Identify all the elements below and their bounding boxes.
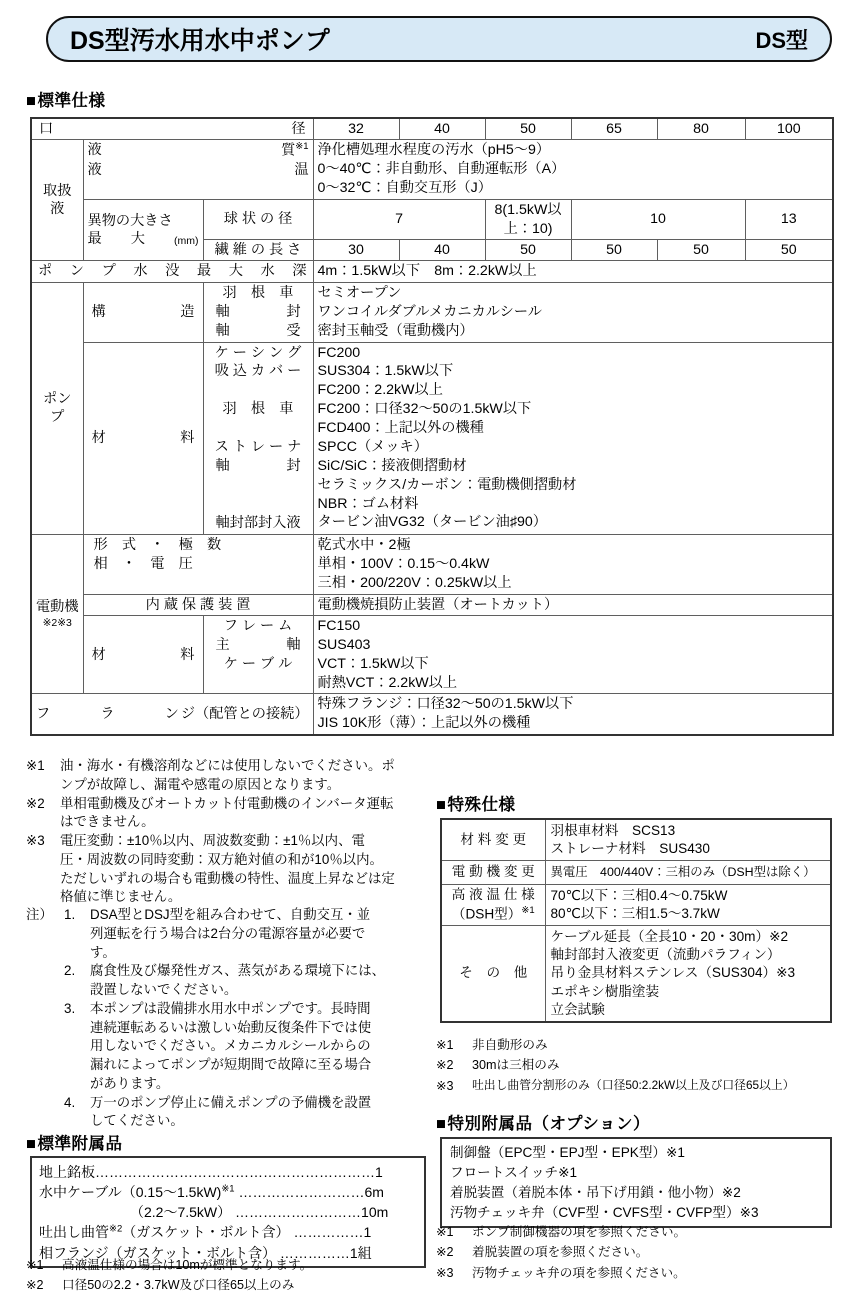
motor-type-value-3: 三相・200/220V：0.25kW以上: [317, 574, 512, 591]
footnote-3-line-3: ただしいずれの場合も電動機の特性、温度上昇などは定: [60, 870, 395, 886]
sp-row-hightemp: [441, 884, 831, 925]
pump-material-value-8: セラミックス/カーボン：電動機側摺動材: [317, 476, 577, 493]
motor-material-value-4: 耐熱VCT：2.2kW以上: [317, 674, 458, 691]
flange-label-cell: [31, 694, 313, 735]
footnote-2-line-2: はできません。: [60, 814, 155, 830]
sub-ch-3: プ: [101, 263, 116, 280]
standard-spec-table: [30, 117, 834, 736]
pump-structure-item-1: 羽 根 車: [222, 284, 294, 301]
motor-type-values-cell: [313, 534, 833, 594]
sp-label-other: そ の 他: [441, 926, 545, 1023]
footnote-1-line-1: 油・海水・有機溶剤などには使用しないでください。ポ: [60, 758, 395, 773]
pump-material-label-b: 料: [180, 429, 195, 446]
foreign-matter-label-cell: [83, 200, 203, 261]
opt-note-2-mark: ※2: [436, 1245, 454, 1260]
footnote-1-body: [60, 757, 424, 795]
sp-note-1-mark: ※1: [436, 1038, 454, 1052]
opt-note-2: [436, 1242, 840, 1262]
motor-type-phase-labels: [83, 534, 313, 594]
sp-other-value-3: 吊り金具材料ステンレス（SUS304）※3: [550, 965, 796, 981]
std-acc-note-2: [26, 1275, 426, 1295]
table-row-sphere-dia: [31, 200, 833, 240]
motor-protect-value: 電動機焼損防止装置（オートカット）: [313, 594, 833, 615]
sp-material-value-2: ストレーナ材料 SUS430: [550, 841, 710, 857]
chu-item-1: [64, 906, 426, 962]
motor-group-label: 電動機: [35, 599, 79, 616]
foreign-matter-unit: (mm): [174, 235, 199, 248]
page-title: DS型汚水用水中ポンプ: [70, 27, 330, 55]
pump-material-label-cell: [83, 342, 203, 534]
standard-accessories-notes: [26, 1255, 426, 1296]
liquid-quality-temp-labels: [83, 140, 313, 200]
foreign-matter-dai: 大: [130, 231, 145, 248]
opt-line-2: フロートスイッチ※1: [450, 1164, 578, 1180]
chu-item-2-line-1: 腐食性及び爆発性ガス、蒸気がある環境下には、: [90, 963, 385, 979]
opt-note-1-mark: ※1: [436, 1225, 454, 1239]
motor-material-item-1: フ レ ー ム: [223, 617, 293, 634]
sp-note-2-text: 30mは三相のみ: [472, 1058, 560, 1073]
chu-item-1-line-3: す。: [90, 944, 116, 960]
left-footnotes: [26, 757, 424, 907]
sp-other-value-4: エポキシ樹脂塗装: [550, 983, 660, 999]
liquid-line-1: 浄化槽処理水程度の汚水（pH5〜9）: [317, 142, 551, 159]
banner-inner: [46, 16, 832, 62]
pump-structure-items-cell: [203, 282, 313, 342]
special-spec-table: [440, 818, 832, 1023]
pump-structure-label-a: 構: [91, 303, 106, 320]
std-acc-note-2-text: 口径50の2.2・3.7kW及び口径65以上のみ: [62, 1278, 295, 1293]
sphere-dia-value-2: 8(1.5kW以上：10): [485, 200, 571, 240]
opt-note-1-text: ポンプ制御機器の項を参照ください。: [472, 1225, 687, 1239]
footnote-2-body: [60, 795, 424, 833]
acc-line-4-qty: 1: [363, 1224, 372, 1241]
liquid-temp-right: 温: [294, 161, 309, 178]
acc-line-5-qty: 1組: [349, 1244, 372, 1261]
bore-label-left: 口: [39, 121, 54, 137]
liquid-quality-right: 質: [281, 143, 296, 160]
chu-item-2-num: 2.: [64, 963, 76, 979]
pump-structure-label-b: 造: [180, 303, 195, 320]
pump-material-value-10: タービン油VG32（タービン油♯90）: [317, 514, 547, 531]
submersion-label-cell: [31, 261, 313, 282]
fiber-value-4: 50: [571, 240, 657, 261]
acc-line-4-name: 吐出し曲管: [39, 1224, 109, 1241]
sphere-dia-value-1: 7: [313, 200, 485, 240]
table-row-pump-structure: [31, 282, 833, 342]
table-row-motor-material: [31, 615, 833, 694]
opt-note-3-text: 汚物チェッキ弁の項を参照ください。: [472, 1265, 686, 1280]
table-row-pump-material: [31, 342, 833, 534]
bore-label-right: 径: [291, 121, 306, 137]
fiber-value-3: 50: [485, 240, 571, 261]
pump-material-value-3: FC200：2.2kW以上: [317, 382, 443, 399]
pump-material-item-1: ケ ー シ ン グ: [214, 344, 302, 361]
sp-note-3: [436, 1076, 840, 1096]
footnote-3-line-2: 圧・周波数の同時変動：双方絶対値の和が10％以内。: [60, 851, 383, 867]
pump-material-item-4: ス ト レ ー ナ: [214, 439, 302, 456]
liquid-line-2: 0〜40℃：非自動形、自動運転形（A）: [317, 161, 566, 178]
fiber-value-1: 30: [313, 240, 399, 261]
pump-material-values-cell: [313, 342, 833, 534]
std-acc-note-2-mark: ※2: [26, 1278, 44, 1293]
sp-motor-value-1: 異電圧 400/440V：三相のみ（DSH型は除く）: [545, 861, 831, 884]
liquid-values-cell: [313, 140, 833, 200]
sub-ch-1: ポ: [38, 263, 53, 280]
sub-ch-5: 没: [165, 263, 180, 280]
motor-material-values-cell: [313, 615, 833, 694]
flange-value-2: JIS 10K形（薄）：上記以外の機種: [317, 715, 531, 732]
liquid-group-label: 取扱液: [31, 140, 83, 261]
flange-value-1: 特殊フランジ：口径32〜50の1.5kW以下: [317, 696, 574, 713]
sp-label-motor: 電 動 機 変 更: [441, 861, 545, 884]
opt-line-1: 制御盤（EPC型・EPJ型・EPK型）※1: [450, 1145, 685, 1160]
opt-note-2-text: 着脱装置の項を参照ください。: [472, 1245, 649, 1260]
footnote-3-line-4: 格値に準じません。: [60, 889, 182, 905]
opt-note-3-mark: ※3: [436, 1265, 454, 1280]
sub-ch-8: 水: [260, 263, 275, 280]
opt-note-1: [436, 1222, 840, 1242]
acc-line-2-sup: ※1: [221, 1183, 235, 1195]
table-row-submersion-depth: [31, 261, 833, 282]
chu-item-1-line-1: DSA型とDSJ型を組み合わせて、自動交互・並: [90, 907, 371, 922]
acc-line-1-qty: 1: [375, 1164, 383, 1180]
title-banner: [46, 16, 832, 62]
pump-material-item-3: 羽 根 車: [222, 401, 294, 418]
acc-line-3: [39, 1202, 417, 1222]
sub-ch-7: 大: [228, 263, 243, 280]
acc-line-4-name2: （ガスケット・ボルト含）: [122, 1224, 290, 1241]
motor-material-item-3: ケ ー ブ ル: [223, 655, 293, 672]
special-spec-notes: [436, 1035, 840, 1096]
fiber-value-2: 40: [399, 240, 485, 261]
chu-item-1-line-2: 列運転を行う場合は2台分の電源容量が必要で: [90, 925, 366, 941]
liquid-temp-left: 液: [87, 161, 102, 178]
sub-ch-2: ン: [69, 263, 84, 280]
footnote-1-mark: ※1: [26, 758, 45, 773]
sp-note-3-text: 吐出し曲管分割形のみ（口径50:2.2kW以上及び口径65以上）: [472, 1077, 795, 1092]
acc-line-3-name: （2.2〜7.5kW）: [39, 1204, 232, 1221]
pump-material-item-2: 吸 込 カ バ ー: [214, 363, 302, 380]
footnote-1: [26, 757, 424, 795]
standard-accessories-heading: ■ 標準附属品: [26, 1130, 122, 1154]
sp-row-other: [441, 926, 831, 1023]
std-acc-note-1-mark: ※1: [26, 1258, 44, 1272]
acc-line-2-qty: 6m: [364, 1184, 384, 1201]
chu-item-3-line-3: 用しないでください。メカニカルシールからの: [90, 1038, 371, 1054]
optional-accessories-heading: ■ 特別附属品（オプション）: [436, 1110, 650, 1134]
sp-note-3-mark: ※3: [436, 1078, 454, 1093]
table-row-flange: [31, 694, 833, 735]
acc-line-1-dots: ……………………………………………………: [95, 1164, 375, 1180]
flange-values-cell: [313, 694, 833, 735]
submersion-value: 4m：1.5kW以下 8m：2.2kW以上: [313, 261, 833, 282]
pump-material-value-9: NBR：ゴム材料: [317, 495, 419, 512]
table-row-liquid-quality: [31, 140, 833, 200]
acc-line-3-qty: 10m: [361, 1204, 389, 1221]
sp-row-material: [441, 819, 831, 861]
pump-group-label: ポンプ: [31, 282, 83, 534]
sp-row-motor: [441, 861, 831, 884]
motor-material-value-2: SUS403: [317, 636, 371, 653]
sp-other-value-1: ケーブル延長（全長10・20・30m）※2: [550, 929, 789, 945]
motor-material-label-cell: [83, 615, 203, 694]
std-acc-note-1: [26, 1255, 426, 1275]
pump-structure-item-2: 軸 封: [215, 303, 301, 320]
pump-structure-values-cell: [313, 282, 833, 342]
chu-item-3: [64, 1000, 426, 1094]
bore-value-100: 100: [745, 118, 833, 140]
bore-value-50: 50: [485, 118, 571, 140]
fiber-value-5: 50: [657, 240, 745, 261]
fiber-value-6: 50: [745, 240, 833, 261]
sp-label-hightemp-sup: ※1: [521, 904, 535, 916]
acc-line-2-name: 水中ケーブル（0.15〜1.5kW): [39, 1184, 222, 1201]
sp-hightemp-value-2: 80℃以下：三相1.5〜3.7kW: [550, 905, 720, 921]
flange-label-f: フ: [36, 706, 51, 723]
sub-ch-4: 水: [133, 263, 148, 280]
chu-label: 注）: [26, 907, 53, 922]
chu-item-3-line-5: があります。: [90, 1075, 170, 1091]
pump-material-value-4: FC200：口径32〜50の1.5kW以下: [317, 401, 532, 418]
pump-material-label-a: 材: [91, 429, 106, 446]
pump-material-value-6: SPCC（メッキ）: [317, 438, 428, 455]
footnote-1-line-2: ンプが故障し、漏電や感電の原因となります。: [60, 776, 341, 792]
chu-notes: [26, 906, 426, 1131]
sphere-dia-value-4: 13: [745, 200, 833, 240]
motor-material-items-cell: [203, 615, 313, 694]
flange-label-sub: ジ（配管との接続）: [180, 706, 309, 723]
footnote-3-body: [60, 832, 424, 907]
sp-other-value-5: 立会試験: [550, 1001, 605, 1017]
acc-line-5-name: 相フランジ（ガスケット・ボルト含）: [39, 1244, 276, 1261]
acc-line-3-dots: ………………………: [235, 1204, 362, 1221]
motor-material-label-b: 料: [180, 646, 195, 663]
sp-label-hightemp-cell: [441, 884, 545, 925]
special-spec-table-wrap: [440, 818, 832, 1023]
pump-material-value-7: SiC/SiC：接液側摺動材: [317, 457, 467, 474]
flange-label-ra: ラ: [100, 706, 115, 723]
chu-item-4-line-2: してください。: [90, 1113, 184, 1129]
pump-material-items-cell: [203, 342, 313, 534]
fiber-length-label: 繊 維 の 長 さ: [203, 240, 313, 261]
pump-material-value-5: FCD400：上記以外の機種: [317, 420, 484, 437]
footnote-3: [26, 832, 424, 907]
footnote-3-mark: ※3: [26, 833, 45, 849]
motor-type-value-2: 単相・100V：0.15〜0.4kW: [317, 555, 490, 572]
bore-value-80: 80: [657, 118, 745, 140]
opt-line-4: 汚物チェッキ弁（CVF型・CVFS型・CVFP型）※3: [450, 1204, 759, 1220]
standard-spec-table-wrap: [30, 117, 832, 736]
motor-protect-label: 内 蔵 保 護 装 置: [83, 594, 313, 615]
sp-values-material: [545, 819, 831, 861]
chu-item-4-line-1: 万一のポンプ停止に備えポンプの予備機を設置: [90, 1094, 372, 1110]
table-row-motor-type: [31, 534, 833, 594]
liquid-quality-sup: ※1: [295, 141, 309, 153]
chu-item-3-line-1: 本ポンプは設備排水用水中ポンプです。長時間: [90, 1000, 371, 1016]
sub-ch-6: 最: [196, 263, 212, 280]
sub-ch-9: 深: [292, 263, 307, 280]
model-code: DS型: [755, 27, 808, 53]
sp-note-1: [436, 1035, 840, 1055]
acc-line-1: [39, 1162, 417, 1182]
chu-item-1-num: 1.: [64, 907, 76, 922]
flange-label-n: ン: [164, 706, 179, 723]
pump-structure-value-1: セミオープン: [317, 284, 402, 301]
footnote-2: [26, 795, 424, 833]
sp-label-hightemp: 高 液 温 仕 様: [451, 887, 535, 903]
motor-material-value-3: VCT：1.5kW以下: [317, 655, 429, 672]
sp-note-1-text: 非自動形のみ: [472, 1038, 548, 1052]
motor-group-sup: ※2※3: [42, 616, 72, 629]
pump-structure-item-3: 軸 受: [215, 322, 301, 339]
sp-hightemp-value-1: 70℃以下：三相0.4〜0.75kW: [550, 887, 728, 903]
pump-material-value-2: SUS304：1.5kW以下: [317, 363, 454, 380]
table-row-bore: [31, 118, 833, 140]
sp-other-value-2: 軸封部封入液変更（流動パラフィン）: [550, 947, 781, 963]
acc-line-2: [39, 1182, 417, 1202]
bore-value-65: 65: [571, 118, 657, 140]
standard-accessories-box: [30, 1156, 426, 1268]
motor-type-label: 形 式 ・ 極 数: [93, 536, 222, 553]
table-row-motor-protection: [31, 594, 833, 615]
pump-material-item-6: 軸封部封入液: [215, 514, 301, 531]
std-acc-note-1-text: 高液温仕様の場合は10mが標準となります。: [62, 1258, 313, 1272]
chu-item-4-num: 4.: [64, 1094, 76, 1110]
pump-structure-value-3: 密封玉軸受（電動機内）: [317, 322, 474, 339]
liquid-line-3: 0〜32℃：自動交互形（J）: [317, 180, 492, 197]
chu-item-2: [64, 962, 426, 1000]
footnote-2-mark: ※2: [26, 795, 45, 811]
motor-phase-label: 相 ・ 電 圧: [93, 555, 193, 572]
pump-material-value-1: FC200: [317, 344, 361, 361]
special-spec-heading: ■ 特殊仕様: [436, 791, 515, 815]
footnote-3-line-1: 電圧変動：±10％以内、周波数変動：±1％以内、電: [60, 833, 365, 849]
bore-value-32: 32: [313, 118, 399, 140]
sp-note-2-mark: ※2: [436, 1058, 454, 1073]
sp-note-2: [436, 1055, 840, 1075]
motor-material-label-a: 材: [91, 646, 106, 663]
sp-values-hightemp: [545, 884, 831, 925]
liquid-quality-left: 液: [87, 142, 102, 159]
chu-item-3-line-4: 漏れによってポンプが短期間で故障に至る場合: [90, 1057, 372, 1073]
acc-line-4-sup: ※2: [109, 1223, 123, 1235]
chu-item-3-line-2: 連続運転あるいは激しい始動反復条件下では使: [90, 1019, 372, 1035]
sp-values-other: [545, 926, 831, 1023]
bore-label-cell: [31, 118, 313, 140]
motor-material-item-2: 主 軸: [215, 636, 301, 653]
acc-line-2-dots: ………………………: [238, 1184, 365, 1201]
standard-spec-heading: ■ 標準仕様: [26, 87, 105, 111]
sp-label-hightemp-2: [445, 905, 542, 924]
chu-item-4: [64, 1094, 426, 1132]
chu-item-2-line-2: 設置しないでください。: [90, 982, 238, 998]
pump-material-item-5: 軸 封: [215, 458, 301, 475]
optional-accessories-notes: [436, 1222, 840, 1283]
foreign-matter-line1: 異物の大きさ: [87, 212, 173, 229]
acc-line-4: [39, 1222, 417, 1242]
acc-line-5-dots: ……………: [279, 1244, 350, 1261]
motor-material-value-1: FC150: [317, 617, 361, 634]
sphere-dia-value-3: 10: [571, 200, 745, 240]
sp-label-material: 材 料 変 更: [441, 819, 545, 861]
bore-value-40: 40: [399, 118, 485, 140]
sp-material-value-1: 羽根車材料 SCS13: [550, 823, 676, 838]
sp-label-hightemp-2-text: （DSH型）: [451, 906, 522, 922]
chu-item-3-num: 3.: [64, 1000, 76, 1016]
sphere-dia-label: 球 状 の 径: [203, 200, 313, 240]
pump-structure-label-cell: [83, 282, 203, 342]
optional-accessories-box: [440, 1137, 832, 1228]
motor-type-value-1: 乾式水中・2極: [317, 536, 411, 553]
opt-line-3: 着脱装置（着脱本体・吊下げ用鎖・他小物）※2: [450, 1184, 741, 1200]
acc-line-1-name: 地上銘板: [39, 1164, 95, 1180]
pump-structure-value-2: ワンコイルダブルメカニカルシール: [317, 303, 542, 320]
foreign-matter-max: 最: [87, 231, 102, 248]
footnote-2-line-1: 単相電動機及びオートカット付電動機のインバータ運転: [60, 795, 394, 811]
opt-note-3: [436, 1263, 840, 1283]
motor-group-label-cell: [31, 534, 83, 694]
acc-line-4-dots: ……………: [293, 1224, 364, 1241]
